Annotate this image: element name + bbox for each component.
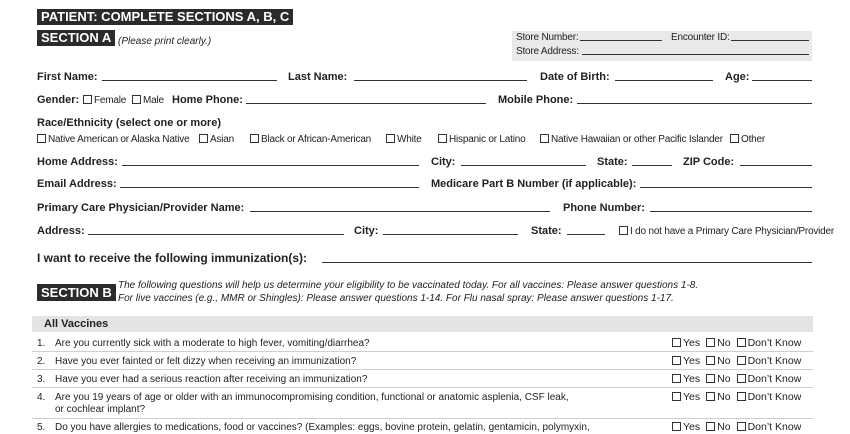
store-number-label: Store Number: xyxy=(516,32,579,43)
medicare-label: Medicare Part B Number (if applicable): xyxy=(431,178,637,190)
answer-dont-know[interactable]: Don’t Know xyxy=(737,391,802,403)
email-field[interactable] xyxy=(120,187,419,188)
answer-no[interactable]: No xyxy=(706,421,730,433)
gender-label: Gender: xyxy=(37,94,80,106)
section-a-label: SECTION A xyxy=(37,30,115,46)
zip-label: ZIP Code: xyxy=(683,156,735,168)
section-b-intro-1: The following questions will help us determine your eligibility to be vaccinated today. For all vaccines: Please answer questions 1-8. xyxy=(118,280,699,291)
answer-yes[interactable]: Yes xyxy=(672,373,700,385)
question-4: 4. Are you 19 years of age or older with an immunocompromising condition, functional or anatomic asplenia, CSF leak, xyxy=(37,392,569,403)
answer-no[interactable]: No xyxy=(706,355,730,367)
first-name-field[interactable] xyxy=(102,80,277,81)
checkbox-icon[interactable] xyxy=(730,134,739,143)
answer-yes[interactable]: Yes xyxy=(672,355,700,367)
dob-label: Date of Birth: xyxy=(540,71,610,83)
store-address-field[interactable] xyxy=(582,54,809,55)
checkbox-icon[interactable] xyxy=(438,134,447,143)
checkbox-icon[interactable] xyxy=(199,134,208,143)
race-label: Race/Ethnicity (select one or more) xyxy=(37,117,221,129)
checkbox-icon[interactable] xyxy=(737,392,746,401)
answer-no[interactable]: No xyxy=(706,373,730,385)
age-field[interactable] xyxy=(752,80,812,81)
pcp-city-field[interactable] xyxy=(383,234,518,235)
home-phone-label: Home Phone: xyxy=(172,94,243,106)
checkbox-icon[interactable] xyxy=(672,392,681,401)
mobile-phone-label: Mobile Phone: xyxy=(498,94,574,106)
answer-yes[interactable]: Yes xyxy=(672,421,700,433)
answer-dont-know[interactable]: Don’t Know xyxy=(737,421,802,433)
immunization-field[interactable] xyxy=(322,262,812,263)
store-number-field[interactable] xyxy=(580,40,662,41)
checkbox-icon[interactable] xyxy=(737,422,746,431)
answer-dont-know[interactable]: Don’t Know xyxy=(737,355,802,367)
race-option-asian[interactable]: Asian xyxy=(199,133,234,146)
all-vaccines-header xyxy=(32,316,813,332)
mobile-phone-field[interactable] xyxy=(577,103,812,104)
state-field[interactable] xyxy=(632,165,672,166)
checkbox-icon[interactable] xyxy=(706,374,715,383)
section-b-intro-2: For live vaccines (e.g., MMR or Shingles): Please answer questions 1-14. For Flu nasal spray: Please answer questions 1-17. xyxy=(118,293,674,304)
checkbox-icon[interactable] xyxy=(706,356,715,365)
answer-no[interactable]: No xyxy=(706,337,730,349)
store-address-label: Store Address: xyxy=(516,46,579,57)
answer-dont-know[interactable]: Don’t Know xyxy=(737,373,802,385)
checkbox-icon[interactable] xyxy=(250,134,259,143)
medicare-field[interactable] xyxy=(640,187,812,188)
pcp-field[interactable] xyxy=(250,211,550,212)
answer-no[interactable]: No xyxy=(706,391,730,403)
answer-options-5 xyxy=(672,421,801,434)
checkbox-icon[interactable] xyxy=(706,392,715,401)
checkbox-icon[interactable] xyxy=(672,422,681,431)
state-label: State: xyxy=(597,156,628,168)
pcp-phone-field[interactable] xyxy=(650,211,812,212)
gender-male-option[interactable]: Male xyxy=(132,94,164,107)
age-label: Age: xyxy=(725,71,750,83)
checkbox-icon[interactable] xyxy=(706,338,715,347)
checkbox-icon[interactable] xyxy=(540,134,549,143)
section-b-label: SECTION B xyxy=(37,284,116,301)
dob-field[interactable] xyxy=(615,80,713,81)
home-address-label: Home Address: xyxy=(37,156,118,168)
question-2: 2. Have you ever fainted or felt dizzy when receiving an immunization? xyxy=(37,356,357,367)
pcp-state-field[interactable] xyxy=(567,234,605,235)
last-name-field[interactable] xyxy=(354,80,527,81)
email-label: Email Address: xyxy=(37,178,117,190)
pcp-address-field[interactable] xyxy=(88,234,344,235)
race-option-other[interactable]: Other xyxy=(730,133,765,146)
pcp-label: Primary Care Physician/Provider Name: xyxy=(37,202,245,214)
race-option-white[interactable]: White xyxy=(386,133,422,146)
answer-yes[interactable]: Yes xyxy=(672,337,700,349)
checkbox-icon[interactable] xyxy=(706,422,715,431)
checkbox-icon[interactable] xyxy=(737,356,746,365)
checkbox-icon[interactable] xyxy=(132,95,141,104)
pcp-phone-label: Phone Number: xyxy=(563,202,645,214)
checkbox-icon[interactable] xyxy=(83,95,92,104)
answer-yes[interactable]: Yes xyxy=(672,391,700,403)
race-option-hawaiian[interactable]: Native Hawaiian or other Pacific Islander xyxy=(540,133,723,146)
zip-field[interactable] xyxy=(740,165,812,166)
gender-female-option[interactable]: Female xyxy=(83,94,126,107)
row-divider xyxy=(32,387,813,388)
checkbox-icon[interactable] xyxy=(737,374,746,383)
form-title: PATIENT: COMPLETE SECTIONS A, B, C xyxy=(37,9,293,25)
checkbox-icon[interactable] xyxy=(672,374,681,383)
checkbox-icon[interactable] xyxy=(37,134,46,143)
checkbox-icon[interactable] xyxy=(619,226,628,235)
checkbox-icon[interactable] xyxy=(672,356,681,365)
encounter-id-field[interactable] xyxy=(731,40,809,41)
immunization-label: I want to receive the following immunization(s): xyxy=(37,251,308,265)
race-option-native-american[interactable]: Native American or Alaska Native xyxy=(37,133,189,146)
answer-options-4 xyxy=(672,391,801,404)
row-divider xyxy=(32,369,813,370)
question-4-cont: or cochlear implant? xyxy=(55,404,146,415)
checkbox-icon[interactable] xyxy=(386,134,395,143)
home-phone-field[interactable] xyxy=(246,103,486,104)
answer-dont-know[interactable]: Don’t Know xyxy=(737,337,802,349)
encounter-id-label: Encounter ID: xyxy=(671,32,730,43)
row-divider xyxy=(32,351,813,352)
please-print-note: (Please print clearly.) xyxy=(118,36,212,47)
answer-options-1 xyxy=(672,337,801,350)
city-field[interactable] xyxy=(461,165,586,166)
question-3: 3. Have you ever had a serious reaction after receiving an immunization? xyxy=(37,374,368,385)
race-option-hispanic[interactable]: Hispanic or Latino xyxy=(438,133,525,146)
pcp-city-label: City: xyxy=(354,225,379,237)
answer-options-3 xyxy=(672,373,801,386)
row-divider xyxy=(32,418,813,419)
city-label: City: xyxy=(431,156,456,168)
last-name-label: Last Name: xyxy=(288,71,348,83)
pcp-state-label: State: xyxy=(531,225,562,237)
pcp-address-label: Address: xyxy=(37,225,85,237)
answer-options-2 xyxy=(672,355,801,368)
checkbox-icon[interactable] xyxy=(672,338,681,347)
race-option-black[interactable]: Black or African-American xyxy=(250,133,371,146)
checkbox-icon[interactable] xyxy=(737,338,746,347)
no-pcp-option[interactable]: I do not have a Primary Care Physician/Provider xyxy=(619,225,834,238)
question-5: 5. Do you have allergies to medications, food or vaccines? (Examples: eggs, bovine protein, gelatin, gentamicin, polymyxin, xyxy=(37,422,590,433)
question-1: 1. Are you currently sick with a moderate to high fever, vomiting/diarrhea? xyxy=(37,338,370,349)
all-vaccines-label: All Vaccines xyxy=(44,318,109,330)
home-address-field[interactable] xyxy=(122,165,419,166)
first-name-label: First Name: xyxy=(37,71,98,83)
